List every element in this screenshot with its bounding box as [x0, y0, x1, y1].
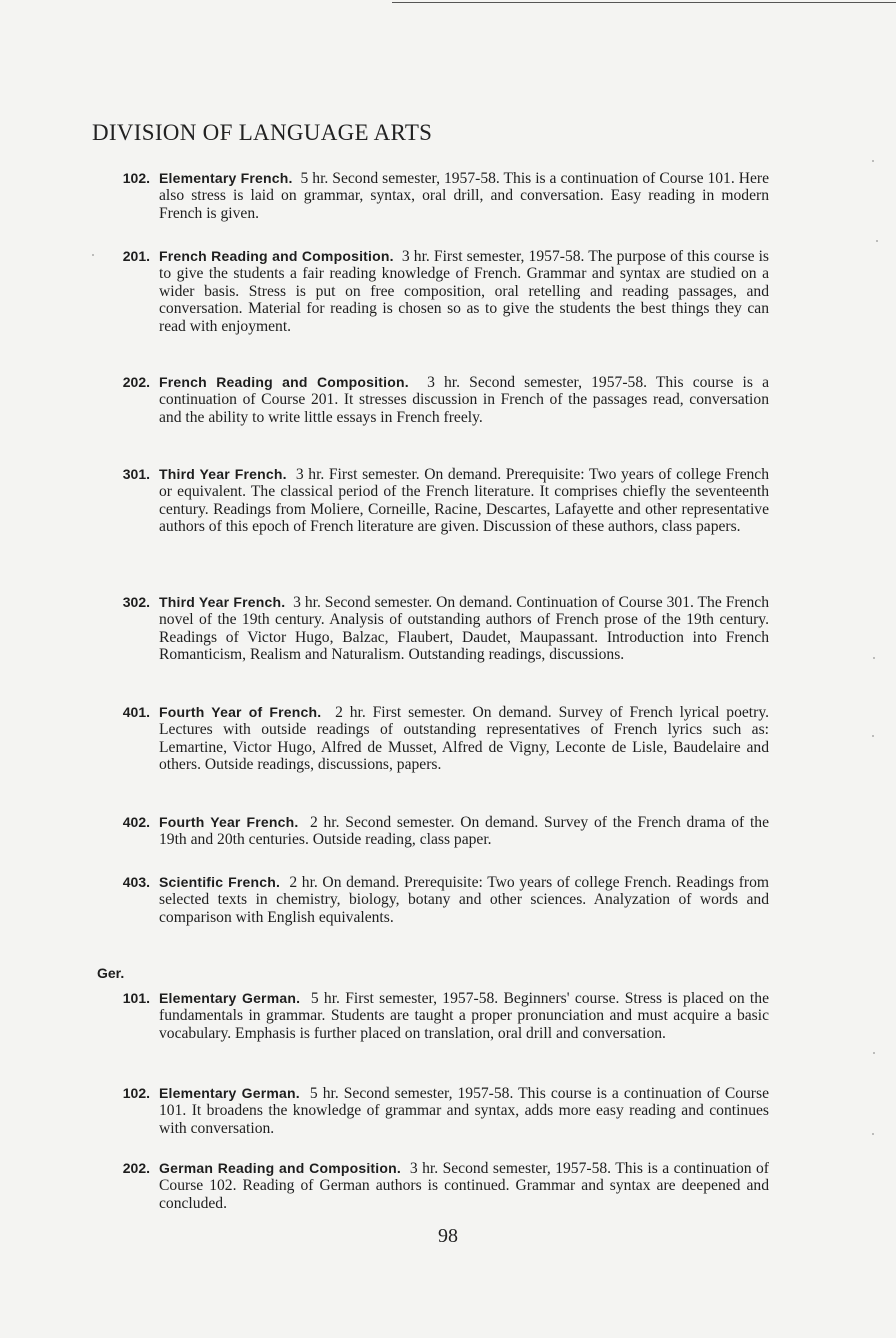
course-title: Fourth Year French. [159, 814, 299, 830]
course-number: 302. [122, 594, 150, 610]
course-title: French Reading and Composition. [159, 374, 409, 390]
scan-speck [873, 657, 875, 659]
subject-label: Ger. [97, 965, 125, 981]
course-title: Elementary German. [159, 990, 301, 1006]
course-text: 2 hr. On demand. Prerequisite: Two years of college French. Readings from selected texts in chemistry, biology, botany and other sciences. Analyzation of words and comparison with English equivalents. [159, 874, 770, 926]
course-title: Fourth Year of French. [159, 704, 322, 720]
course-description [159, 1160, 769, 1212]
course-text: 5 hr. First semester, 1957-58. Beginners' course. Stress is placed on the fundamentals in grammar. Students are taught a proper pronunciation and must acquire a basic vocabulary. Emphasis is further placed on translation, oral drill and conversation. [159, 990, 769, 1042]
course-description [159, 990, 769, 1042]
page-title: DIVISION OF LANGUAGE ARTS [92, 120, 433, 145]
course-text: 3 hr. Second semester, 1957-58. This course is a continuation of Course 201. It stresses discussion in French of the passages read, conversation and the ability to write little essays in French freely. [159, 374, 769, 426]
course-number: 102. [122, 1085, 150, 1101]
course-number: 401. [122, 704, 150, 720]
course-number: 402. [122, 814, 150, 830]
course-number: 102. [122, 170, 150, 186]
course-description [159, 814, 769, 849]
course-number: 202. [122, 1160, 150, 1176]
course-text: 3 hr. Second semester. On demand. Continuation of Course 301. The French novel of the 19th century. Analysis of outstanding authors of French prose of the 19th century. Readings of Victor Hugo, Balzac, Flaubert, Daudet, Maupassant. Introduction into French Romanticism, Realism and Naturalism. Outstanding readings, discussions. [159, 594, 769, 664]
course-number: 301. [122, 466, 150, 482]
course-description [159, 374, 769, 426]
scan-speck [872, 1133, 874, 1135]
course-title: French Reading and Composition. [159, 248, 394, 264]
course-description [159, 1085, 769, 1137]
course-text: 5 hr. Second semester, 1957-58. This is a continuation of Course 101. Here also stress is laid on grammar, syntax, oral drill, and conversation. Easy reading in modern French is given. [159, 170, 770, 222]
scan-speck [872, 160, 874, 162]
course-text: 2 hr. Second semester. On demand. Survey of the French drama of the 19th and 20th centuries. Outside reading, class paper. [159, 814, 770, 849]
course-description [159, 704, 769, 774]
course-text: 3 hr. First semester, 1957-58. The purpose of this course is to give the students a fair reading knowledge of French. Grammar and syntax are studied on a wider basis. Stress is put on free composition, oral retelling and reading passages, and conversation. Material for reading is chosen so as to give the students the best things they can read with enjoyment. [159, 248, 769, 335]
course-title: Scientific French. [159, 874, 281, 890]
course-text: 5 hr. Second semester, 1957-58. This course is a continuation of Course 101. It broadens the knowledge of grammar and syntax, adds more easy reading and continues with conversation. [159, 1085, 769, 1137]
course-title: Elementary French. [159, 170, 293, 186]
course-title: Third Year French. [159, 466, 287, 482]
scan-speck [873, 1052, 875, 1054]
scan-speck [872, 735, 874, 737]
course-title: Elementary German. [159, 1085, 300, 1101]
page-number: 98 [438, 1225, 458, 1247]
course-number: 202. [122, 374, 150, 390]
course-title: German Reading and Composition. [159, 1160, 401, 1176]
course-text: 3 hr. First semester. On demand. Prerequisite: Two years of college French or equivalent. The classical period of the French literature. It comprises chiefly the seventeenth century. Readings from Moliere, Corneille, Racine, Descartes, Lafayette and other representative authors of this epoch of French literature are given. Discussion of these authors, class papers. [159, 466, 769, 536]
course-title: Third Year French. [159, 594, 286, 610]
scan-speck [92, 254, 94, 256]
scan-speck [876, 240, 878, 242]
course-number: 201. [122, 248, 150, 264]
course-description [159, 170, 769, 222]
course-text: 2 hr. First semester. On demand. Survey of French lyrical poetry. Lectures with outside readings of outstanding representatives of French lyrics such as: Lemartine, Victor Hugo, Alfred de Musset, Alfred de Vigny, Leconte de Lisle, Baudelaire and others. Outside readings, discussions, papers. [159, 704, 770, 774]
course-text: 3 hr. Second semester, 1957-58. This is a continuation of Course 102. Reading of German authors is continued. Grammar and syntax are deepened and concluded. [159, 1160, 769, 1212]
course-description [159, 466, 769, 536]
course-description [159, 594, 769, 664]
course-description [159, 874, 769, 926]
course-description [159, 248, 769, 335]
course-number: 101. [122, 990, 150, 1006]
course-number: 403. [122, 874, 150, 890]
top-rule [392, 2, 896, 3]
